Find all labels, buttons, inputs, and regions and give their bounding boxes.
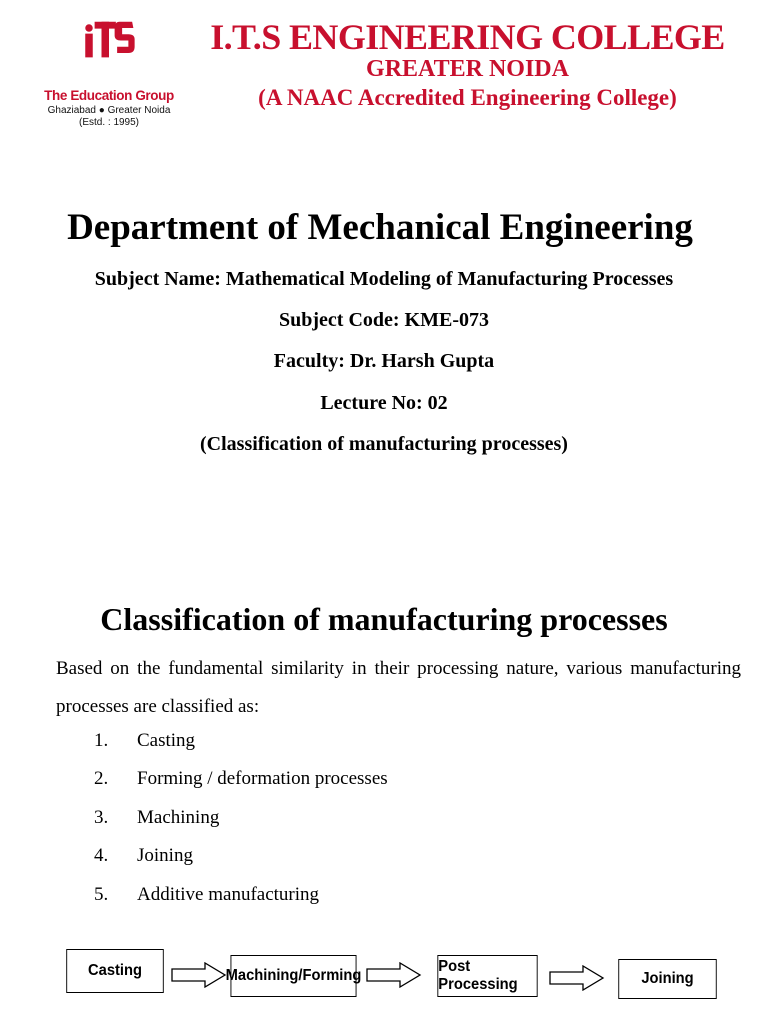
list-number: 3.: [94, 807, 109, 828]
list-item: [0, 765, 500, 803]
faculty-name: Faculty: Dr. Harsh Gupta: [273, 350, 495, 372]
list-text: Forming / deformation processes: [137, 768, 388, 789]
right-arrow-icon: [366, 962, 422, 988]
department-title: Department of Mechanical Engineering: [67, 207, 693, 248]
right-arrow-icon: [171, 962, 227, 988]
list-item: [0, 881, 500, 919]
list-text: Additive manufacturing: [137, 884, 320, 905]
flow-step-casting: Casting: [66, 949, 164, 993]
list-text: Joining: [137, 845, 193, 866]
flow-step-joining: Joining: [618, 959, 716, 999]
list-number: 5.: [94, 884, 109, 905]
lecture-topic: (Classification of manufacturing processes): [200, 433, 568, 455]
college-name: I.T.S ENGINEERING COLLEGE: [210, 17, 725, 57]
logo-city-label: Ghaziabad ● Greater Noida: [47, 105, 171, 116]
list-item: [0, 804, 500, 842]
its-logo: [38, 18, 180, 88]
logo-group-label: The Education Group: [44, 88, 174, 103]
subject-name: Subject Name: Mathematical Modeling of Manufacturing Processes: [94, 268, 674, 290]
lecture-number: Lecture No: 02: [320, 392, 448, 414]
college-location: GREATER NOIDA: [366, 56, 569, 82]
list-number: 4.: [94, 845, 109, 866]
college-accreditation: (A NAAC Accredited Engineering College): [258, 85, 677, 110]
section-heading: Classification of manufacturing processes: [100, 601, 668, 637]
flow-step-machining-forming: Machining/Forming: [230, 955, 356, 997]
list-text: Machining: [137, 807, 220, 828]
flow-step-post-processing: Post Processing: [437, 955, 537, 997]
logo-estd-label: (Estd. : 1995): [78, 117, 140, 128]
list-number: 2.: [94, 768, 109, 789]
section-intro: Based on the fundamental similarity in their processing nature, various manufacturing processes are classified as:: [56, 658, 741, 717]
list-number: 1.: [94, 730, 109, 751]
right-arrow-icon: [549, 965, 605, 991]
subject-code: Subject Code: KME-073: [279, 309, 489, 331]
list-text: Casting: [137, 730, 196, 751]
list-item: [0, 842, 500, 880]
list-item: [0, 727, 500, 765]
